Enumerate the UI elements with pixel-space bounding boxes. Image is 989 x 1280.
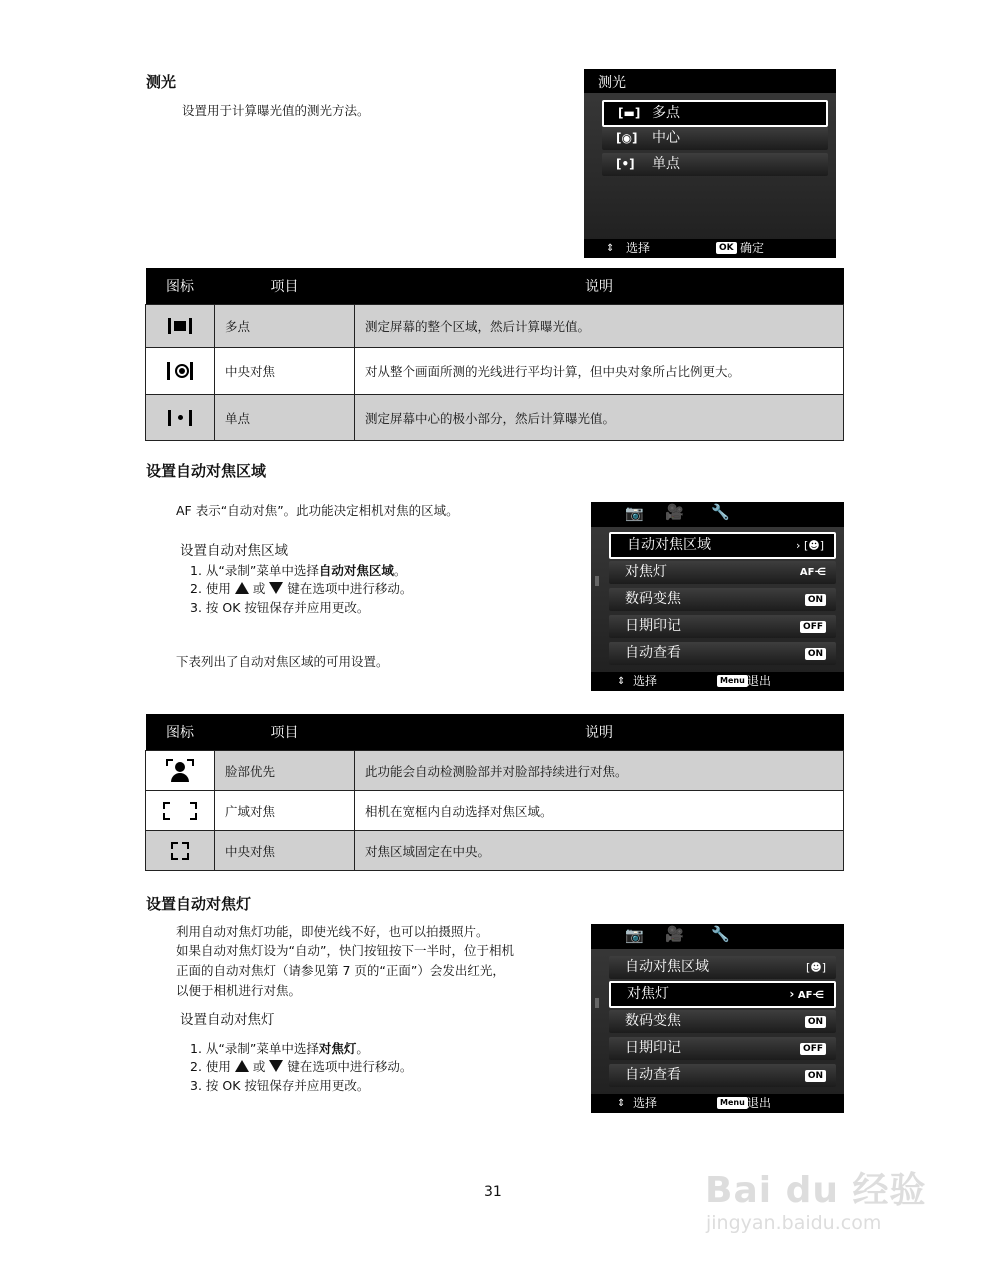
video-icon: 🎥 xyxy=(665,925,684,943)
on-badge: ON xyxy=(805,1070,826,1082)
menu-item-af-area[interactable] xyxy=(609,532,836,559)
menu-label: 数码变焦 xyxy=(625,1013,681,1029)
metering-table xyxy=(145,268,844,441)
col-header-desc: 说明 xyxy=(355,268,844,305)
camera-icon: 📷 xyxy=(625,926,644,944)
table-row xyxy=(146,791,844,831)
menu-item-auto-review[interactable] xyxy=(609,1064,836,1087)
face-detect-icon: [☻] xyxy=(803,539,824,552)
col-header-icon: 图标 xyxy=(146,714,215,751)
metering-option-multi[interactable] xyxy=(602,100,828,127)
af-area-table xyxy=(145,714,844,871)
screen-title: 测光 xyxy=(598,75,626,91)
section-title-af-area: 设置自动对焦区域 xyxy=(146,462,267,480)
face-detect-icon xyxy=(166,759,194,783)
center-focus-icon xyxy=(171,842,189,860)
watermark-brand: Bai du 经验 xyxy=(705,1170,927,1211)
af-light-desc-1: 利用自动对焦灯功能，即使光线不好，也可以拍摄照片。 xyxy=(176,924,489,939)
af-light-desc-3: 正面的自动对焦灯（请参见第 7 页的“正面”）会发出红光， xyxy=(176,963,505,978)
menu-label: 数码变焦 xyxy=(625,591,681,607)
up-arrow-icon xyxy=(235,1060,249,1072)
menu-badge: Menu xyxy=(717,1097,748,1109)
menu-value xyxy=(796,534,824,557)
col-header-desc: 说明 xyxy=(355,714,844,751)
af-light-desc-4: 以便于相机进行对焦。 xyxy=(176,983,302,998)
menu-item-date-stamp[interactable] xyxy=(609,1037,836,1060)
footer-select: 选择 xyxy=(626,241,651,255)
af-area-step-2: 2. 使用 或 键在选项中进行移动。 xyxy=(190,581,413,596)
up-arrow-icon xyxy=(235,582,249,594)
multi-metering-icon: [▬] xyxy=(618,106,641,120)
metering-desc: 设置用于计算曝光值的测光方法。 xyxy=(182,103,370,118)
row-item: 多点 xyxy=(215,305,355,348)
on-badge: ON xyxy=(805,1016,826,1028)
menu-item-digital-zoom[interactable] xyxy=(609,588,836,611)
row-item: 单点 xyxy=(215,395,355,441)
ok-badge: OK xyxy=(716,242,737,254)
col-header-icon: 图标 xyxy=(146,268,215,305)
menu-badge: Menu xyxy=(717,675,748,687)
metering-option-center[interactable] xyxy=(602,127,828,150)
center-metering-icon: [◉] xyxy=(616,131,638,145)
down-arrow-icon xyxy=(269,1060,283,1072)
menu-label: 自动对焦区域 xyxy=(625,959,709,975)
footer-select: 选择 xyxy=(633,1096,658,1110)
option-label: 多点 xyxy=(652,105,680,121)
face-detect-icon: [☻] xyxy=(805,961,826,974)
metering-option-spot[interactable] xyxy=(602,153,828,176)
af-light-step-3: 3. 按 OK 按钮保存并应用更改。 xyxy=(190,1078,370,1093)
row-desc: 对焦区域固定在中央。 xyxy=(355,831,844,871)
row-desc: 相机在宽框内自动选择对焦区域。 xyxy=(355,791,844,831)
af-area-note: 下表列出了自动对焦区域的可用设置。 xyxy=(176,654,389,669)
video-icon: 🎥 xyxy=(665,503,684,521)
camera-icon: 📷 xyxy=(625,504,644,522)
menu-item-af-light[interactable] xyxy=(609,561,836,584)
menu-label: 日期印记 xyxy=(625,1040,681,1056)
center-metering-icon xyxy=(167,362,193,380)
option-label: 中心 xyxy=(652,130,680,146)
record-menu-screen-2 xyxy=(591,924,844,1113)
wrench-icon: 🔧 xyxy=(711,925,730,943)
option-label: 单点 xyxy=(652,156,680,172)
multi-metering-icon xyxy=(168,318,192,334)
chevron-right-icon: › xyxy=(789,987,795,1001)
page-number: 31 xyxy=(484,1184,502,1200)
table-row xyxy=(146,395,844,441)
row-desc: 测定屏幕的整个区域，然后计算曝光值。 xyxy=(355,305,844,348)
menu-label: 自动查看 xyxy=(625,1067,681,1083)
menu-label: 日期印记 xyxy=(625,618,681,634)
record-menu-screen-1 xyxy=(591,502,844,691)
menu-item-date-stamp[interactable] xyxy=(609,615,836,638)
af-light-step-2: 2. 使用 或 键在选项中进行移动。 xyxy=(190,1059,413,1074)
watermark-url: jingyan.baidu.com xyxy=(706,1212,882,1234)
menu-label: 对焦灯 xyxy=(627,986,669,1002)
menu-item-af-light[interactable] xyxy=(609,981,836,1008)
spot-metering-icon: [•] xyxy=(616,157,635,171)
on-badge: ON xyxy=(805,594,826,606)
wrench-icon: 🔧 xyxy=(711,503,730,521)
af-light-desc-2: 如果自动对焦灯设为“自动”，快门按钮按下一半时，位于相机 xyxy=(176,943,514,958)
af-light-value: › AF⋲ xyxy=(789,987,824,1001)
table-row xyxy=(146,751,844,791)
row-desc: 此功能会自动检测脸部并对脸部持续进行对焦。 xyxy=(355,751,844,791)
menu-label: 自动对焦区域 xyxy=(627,537,711,553)
updown-icon: ⇕ xyxy=(617,676,626,687)
footer-exit: 退出 xyxy=(747,1096,772,1110)
row-desc: 对从整个画面所测的光线进行平均计算，但中央对象所占比例更大。 xyxy=(355,348,844,395)
updown-icon: ⇕ xyxy=(617,1098,626,1109)
menu-item-af-area[interactable] xyxy=(609,956,836,979)
menu-item-auto-review[interactable] xyxy=(609,642,836,665)
row-item: 脸部优先 xyxy=(215,751,355,791)
menu-item-digital-zoom[interactable] xyxy=(609,1010,836,1033)
af-light-step-1: 1. 从“录制”菜单中选择对焦灯。 xyxy=(190,1041,369,1056)
af-light-value: AF⋲ xyxy=(799,567,826,578)
af-area-step-3: 3. 按 OK 按钮保存并应用更改。 xyxy=(190,600,370,615)
down-arrow-icon xyxy=(269,582,283,594)
off-badge: OFF xyxy=(800,1043,826,1055)
section-title-metering: 测光 xyxy=(146,73,177,91)
col-header-item: 项目 xyxy=(215,714,355,751)
af-area-step-1: 1. 从“录制”菜单中选择自动对焦区域。 xyxy=(190,563,407,578)
menu-label: 自动查看 xyxy=(625,645,681,661)
col-header-item: 项目 xyxy=(215,268,355,305)
chevron-right-icon: › xyxy=(796,539,801,552)
footer-confirm: 确定 xyxy=(740,241,765,255)
row-desc: 测定屏幕中心的极小部分，然后计算曝光值。 xyxy=(355,395,844,441)
footer-exit: 退出 xyxy=(747,674,772,688)
af-area-steps-title: 设置自动对焦区域 xyxy=(180,543,288,559)
af-light-steps-title: 设置自动对焦灯 xyxy=(180,1012,275,1028)
metering-camera-screen xyxy=(584,69,836,258)
af-area-intro: AF 表示“自动对焦”。此功能决定相机对焦的区域。 xyxy=(176,503,459,518)
footer-select: 选择 xyxy=(633,674,658,688)
menu-label: 对焦灯 xyxy=(625,564,667,580)
wide-focus-icon xyxy=(163,802,197,820)
section-title-af-light: 设置自动对焦灯 xyxy=(146,895,252,913)
on-badge: ON xyxy=(805,648,826,660)
table-row xyxy=(146,305,844,348)
row-item: 广域对焦 xyxy=(215,791,355,831)
table-row xyxy=(146,348,844,395)
row-item: 中央对焦 xyxy=(215,348,355,395)
table-row xyxy=(146,831,844,871)
row-item: 中央对焦 xyxy=(215,831,355,871)
spot-metering-icon xyxy=(168,410,192,426)
off-badge: OFF xyxy=(800,621,826,633)
updown-icon: ⇕ xyxy=(606,243,615,254)
